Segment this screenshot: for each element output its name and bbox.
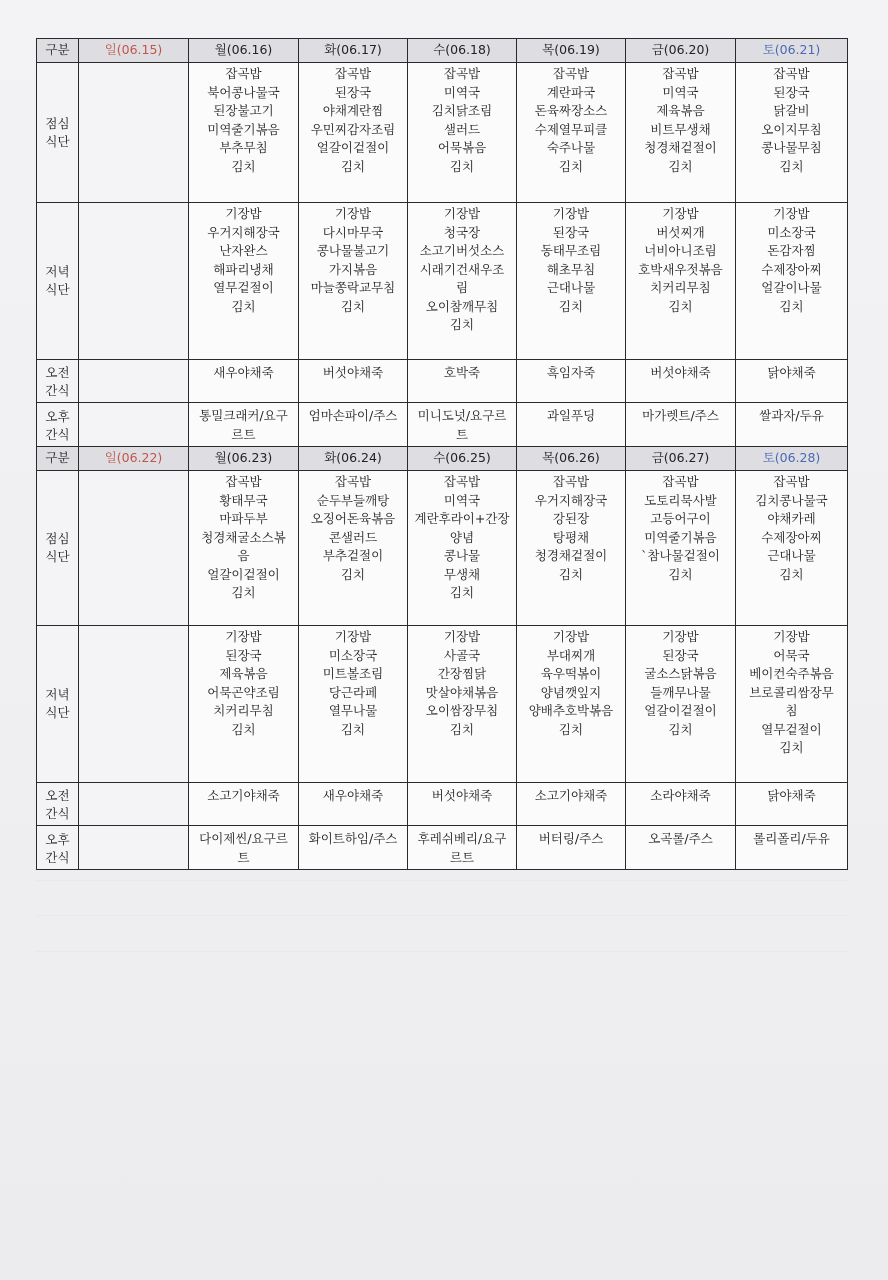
menu-item: 어묵곤약조림 (207, 684, 280, 700)
menu-item: 치커리무침 (213, 703, 274, 718)
menu-item: 김치 (231, 721, 256, 737)
menu-item: 닭야채죽 (767, 788, 816, 803)
menu-cell (736, 626, 848, 783)
menu-item: 부추겉절이 (322, 548, 384, 563)
day-header: 일(06.15) (79, 39, 189, 63)
menu-item: 황태무국 (219, 492, 268, 508)
row-label-text: 식단 (45, 133, 70, 149)
menu-item: 닭야채죽 (767, 365, 816, 380)
menu-item: 기장밥 (334, 629, 372, 644)
day-header: 화(06.24) (299, 447, 408, 471)
menu-item: 잡곡밥 (334, 66, 372, 81)
menu-item: 미소장국 (328, 647, 378, 663)
menu-cell (736, 783, 848, 826)
menu-item: 김치 (668, 721, 693, 737)
day-header: 토(06.28) (736, 447, 848, 471)
menu-item: 어묵볶음 (437, 140, 487, 155)
menu-item: 양념 (449, 529, 475, 545)
week2-dinner-row (37, 626, 848, 783)
menu-item: 미역국 (662, 84, 699, 100)
day-header: 목(06.19) (517, 39, 626, 63)
row-label-dinner (37, 203, 79, 360)
row-label-text: 점심 (45, 115, 70, 131)
row-label-text: 식단 (45, 549, 70, 564)
menu-item: 부추무침 (219, 140, 268, 155)
menu-item: 된장국 (552, 224, 590, 240)
day-header: 금(06.20) (626, 39, 736, 63)
menu-item: 화이트하임/주스 (308, 831, 398, 846)
row-label-dinner (37, 626, 79, 783)
menu-cell (408, 783, 517, 826)
menu-cell (408, 471, 517, 626)
menu-item: 강된장 (552, 511, 590, 526)
menu-item: 김치 (558, 158, 584, 174)
menu-cell (736, 360, 848, 403)
menu-item: 기장밥 (773, 206, 810, 221)
menu-item: 베이컨숙주볶음 (749, 666, 834, 681)
menu-item: 엄마손파이/주스 (308, 408, 398, 423)
menu-item: 버섯찌개 (656, 224, 705, 240)
menu-item: 호박죽 (443, 365, 481, 380)
menu-item: 김치 (449, 317, 475, 332)
row-label-snack_am (37, 783, 79, 826)
menu-cell (79, 626, 189, 783)
week1-lunch-row (37, 63, 848, 203)
menu-cell (79, 471, 189, 626)
menu-item: 마가렛트/주스 (642, 408, 719, 423)
menu-item: 트 (237, 849, 250, 865)
menu-cell (408, 826, 517, 870)
menu-cell (626, 826, 736, 870)
menu-cell (189, 63, 299, 203)
menu-item: 음 (237, 548, 250, 563)
row-label-text: 오전 (45, 788, 70, 803)
menu-cell (299, 63, 408, 203)
menu-cell (408, 63, 517, 203)
menu-cell (517, 360, 626, 403)
menu-item: 오곡롤/주스 (648, 831, 713, 846)
menu-cell (79, 203, 189, 360)
row-label-text: 간식 (45, 383, 70, 398)
menu-cell (79, 403, 189, 447)
menu-item: 기장밥 (662, 206, 699, 221)
row-label-text: 식단 (45, 705, 70, 720)
menu-item: 시래기건새우조 (419, 261, 505, 277)
menu-cell (626, 203, 736, 360)
menu-cell (517, 63, 626, 203)
menu-item: 사골국 (443, 647, 481, 663)
menu-item: 잡곡밥 (443, 66, 481, 81)
day-header: 수(06.18) (408, 39, 517, 63)
menu-item: 된장국 (334, 84, 372, 100)
menu-cell (626, 471, 736, 626)
menu-item: 흑임자죽 (546, 365, 596, 380)
menu-item: 버섯야채죽 (322, 365, 384, 380)
row-label-text: 저녁 (45, 687, 70, 702)
menu-item: 기장밥 (443, 206, 481, 221)
menu-item: 기장밥 (552, 206, 590, 221)
row-label-lunch (37, 63, 79, 203)
menu-item: 동태무조림 (540, 243, 602, 258)
menu-cell (299, 403, 408, 447)
menu-item: 르트 (231, 426, 256, 442)
menu-item: 르트 (449, 849, 475, 865)
menu-item: 콩나물불고기 (316, 243, 390, 258)
menu-item: 청경채굴소스볶 (201, 529, 286, 545)
menu-item: 다시마무국 (322, 224, 384, 240)
menu-item: 된장불고기 (213, 103, 274, 118)
menu-item: 치커리무침 (650, 280, 711, 295)
menu-item: 수제장아찌 (761, 529, 822, 545)
menu-item: 잡곡밥 (773, 474, 810, 489)
menu-item: 된장국 (662, 647, 699, 663)
menu-item: 침 (785, 703, 798, 718)
menu-item: 잡곡밥 (334, 474, 372, 489)
menu-item: 기장밥 (225, 629, 262, 644)
week1-header-row (37, 39, 848, 63)
menu-item: 소고기버섯소스 (419, 243, 505, 258)
row-label-text: 간식 (45, 426, 70, 442)
menu-item: 콩나물 (443, 548, 481, 563)
menu-item: 김치 (449, 585, 475, 600)
day-header: 월(06.16) (189, 39, 299, 63)
row-label-snack_am (37, 360, 79, 403)
menu-item: 육우떡볶이 (540, 666, 602, 681)
menu-item: 열무나물 (328, 703, 378, 718)
menu-item: 야채카레 (767, 511, 816, 526)
menu-item: 잡곡밥 (552, 66, 590, 81)
row-label-snack_pm (37, 826, 79, 870)
menu-item: 수제열무피클 (534, 121, 608, 137)
menu-item: 버섯야채죽 (431, 788, 493, 803)
menu-item: 다이제씬/요구르 (199, 831, 288, 846)
day-header: 목(06.26) (517, 447, 626, 471)
menu-item: 무생채 (443, 566, 481, 582)
menu-item: 마파두부 (219, 511, 268, 526)
menu-item: 된장국 (225, 647, 262, 663)
menu-cell (517, 203, 626, 360)
menu-cell (626, 403, 736, 447)
menu-item: 김치닭조림 (431, 103, 493, 118)
menu-item: 청경채겉절이 (534, 548, 608, 563)
menu-item: 기장밥 (334, 206, 372, 221)
menu-cell (189, 203, 299, 360)
menu-cell (517, 826, 626, 870)
menu-item: 오징어돈육볶음 (310, 511, 396, 526)
row-label-text: 오후 (45, 408, 70, 424)
menu-item: 얼갈이겉절이 (316, 140, 390, 155)
week1-snack_am-row (37, 360, 848, 403)
menu-item: 미역줄기볶음 (644, 529, 717, 545)
menu-cell (626, 63, 736, 203)
menu-item: 당근라페 (328, 684, 378, 700)
menu-item: 계란파국 (546, 84, 596, 100)
menu-item: 잡곡밥 (662, 66, 699, 81)
menu-item: 기장밥 (773, 629, 810, 644)
menu-item: 들깨무나물 (650, 684, 711, 700)
menu-item: 김치 (558, 566, 584, 582)
menu-item: 기장밥 (443, 629, 481, 644)
menu-item: 얼갈이겉절이 (207, 566, 280, 582)
menu-item: 쌀과자/두유 (759, 408, 824, 423)
row-label-text: 오전 (45, 365, 70, 380)
menu-cell (189, 826, 299, 870)
menu-item: 굴소스닭볶음 (644, 666, 717, 681)
menu-item: 돈감자찜 (767, 243, 816, 258)
menu-item: 통밀크래커/요구 (199, 408, 288, 423)
menu-cell (79, 360, 189, 403)
menu-item: 김치 (668, 298, 693, 314)
menu-item: 김치 (668, 566, 693, 582)
row-label-text: 식단 (45, 282, 70, 297)
row-label-text: 오후 (45, 831, 70, 847)
menu-item: 야채계란찜 (322, 103, 384, 118)
menu-cell (626, 626, 736, 783)
menu-cell (189, 360, 299, 403)
menu-cell (408, 203, 517, 360)
menu-item: 해파리냉채 (213, 261, 274, 277)
menu-item: 비트무생채 (650, 121, 711, 137)
menu-cell (299, 360, 408, 403)
menu-item: 콘샐러드 (328, 529, 378, 545)
menu-item: 얼갈이나물 (761, 280, 822, 295)
menu-cell (408, 626, 517, 783)
menu-item: 김치콩나물국 (755, 492, 828, 508)
menu-item: 김치 (779, 298, 804, 314)
menu-cell (79, 826, 189, 870)
row-label-lunch (37, 471, 79, 626)
menu-item: 열무겉절이 (761, 721, 822, 737)
menu-item: 소라야채죽 (650, 788, 711, 803)
menu-item: 김치 (340, 566, 366, 582)
menu-cell (517, 403, 626, 447)
row-label-text: 간식 (45, 849, 70, 865)
menu-item: 김치 (231, 158, 256, 174)
menu-item: 버섯야채죽 (650, 365, 711, 380)
menu-cell (299, 203, 408, 360)
menu-item: 수제장아찌 (761, 261, 822, 277)
menu-cell (299, 826, 408, 870)
menu-item: 과일푸딩 (546, 408, 596, 423)
menu-cell (517, 471, 626, 626)
menu-item: 김치 (558, 298, 584, 314)
menu-item: 근대나물 (546, 280, 596, 295)
menu-item: 김치 (779, 566, 804, 582)
menu-cell (189, 783, 299, 826)
menu-item: 어묵국 (773, 647, 810, 663)
menu-item: 청경채겉절이 (644, 140, 717, 155)
menu-item: 열무겉절이 (213, 280, 274, 295)
week2-snack_am-row (37, 783, 848, 826)
day-header: 화(06.17) (299, 39, 408, 63)
row-label-text: 저녁 (45, 264, 70, 279)
menu-item: 김치 (449, 158, 475, 174)
menu-item: `참나물겉절이 (641, 548, 720, 563)
menu-item: 숙주나물 (546, 140, 596, 155)
menu-item: 잡곡밥 (225, 474, 262, 489)
menu-item: 콩나물무침 (761, 140, 822, 155)
menu-item: 새우야채죽 (322, 788, 384, 803)
menu-item: 양배추호박볶음 (528, 703, 614, 718)
menu-cell (736, 826, 848, 870)
menu-cell (408, 403, 517, 447)
row-label-snack_pm (37, 403, 79, 447)
menu-item: 탕평채 (552, 529, 590, 545)
menu-cell (189, 626, 299, 783)
menu-cell (299, 626, 408, 783)
meal-schedule-table (36, 38, 848, 870)
menu-item: 닭갈비 (773, 103, 810, 118)
menu-item: 미역줄기볶음 (207, 121, 280, 137)
row-label-text: 간식 (45, 806, 70, 821)
menu-item: 우민찌감자조림 (310, 121, 396, 137)
menu-item: 순두부들깨탕 (316, 492, 390, 508)
menu-item: 트 (455, 426, 469, 442)
menu-item: 잡곡밥 (773, 66, 810, 81)
day-header: 일(06.22) (79, 447, 189, 471)
menu-item: 김치 (668, 158, 693, 174)
menu-item: 버터링/주스 (538, 831, 604, 846)
menu-item: 된장국 (773, 84, 810, 100)
menu-item: 브로콜리쌈장무 (749, 684, 834, 700)
menu-item: 제육볶음 (656, 103, 705, 118)
menu-item: 기장밥 (225, 206, 262, 221)
menu-item: 계란후라이+간장 (414, 511, 510, 526)
faint-bleedthrough-table (36, 880, 848, 952)
menu-item: 김치 (779, 158, 804, 174)
menu-item: 고등어구이 (650, 511, 711, 526)
menu-cell (79, 783, 189, 826)
menu-item: 롤리폴리/두유 (753, 831, 830, 846)
menu-item: 해초무침 (546, 261, 596, 277)
menu-item: 김치 (340, 298, 366, 314)
menu-item: 미니도넛/요구르 (417, 408, 507, 423)
menu-cell (626, 783, 736, 826)
week2-lunch-row (37, 471, 848, 626)
menu-item: 미역국 (443, 84, 481, 100)
menu-item: 소고기야채죽 (534, 788, 608, 803)
menu-cell (736, 203, 848, 360)
menu-item: 잡곡밥 (552, 474, 590, 489)
menu-item: 오이지무침 (761, 121, 822, 137)
row-label-text: 점심 (45, 531, 70, 546)
menu-item: 김치 (779, 740, 804, 755)
menu-cell (517, 783, 626, 826)
day-header: 토(06.21) (736, 39, 848, 63)
day-header: 금(06.27) (626, 447, 736, 471)
menu-item: 김치 (558, 721, 584, 737)
menu-item: 김치 (231, 298, 256, 314)
menu-item: 새우야채죽 (213, 365, 274, 380)
menu-item: 림 (455, 280, 469, 295)
menu-item: 마늘쫑락교무침 (310, 280, 396, 295)
week1-dinner-row (37, 203, 848, 360)
menu-item: 간장찜닭 (437, 666, 487, 681)
menu-item: 기장밥 (662, 629, 699, 644)
week2-header-row (37, 447, 848, 471)
menu-item: 샐러드 (443, 121, 481, 137)
menu-item: 얼갈이겉절이 (644, 703, 717, 718)
menu-item: 김치 (449, 721, 475, 737)
menu-item: 가지볶음 (328, 261, 378, 277)
menu-cell (299, 783, 408, 826)
menu-item: 북어콩나물국 (207, 84, 280, 100)
menu-item: 너비아니조림 (644, 243, 717, 258)
menu-item: 난자완스 (219, 243, 268, 258)
menu-item: 오이쌈장무침 (425, 703, 499, 718)
menu-item: 잡곡밥 (225, 66, 262, 81)
day-header: 수(06.25) (408, 447, 517, 471)
menu-cell (517, 626, 626, 783)
menu-cell (79, 63, 189, 203)
menu-item: 후레쉬베리/요구 (417, 831, 507, 846)
menu-item: 오이참깨무침 (425, 298, 499, 314)
menu-cell (189, 403, 299, 447)
week2-snack_pm-row (37, 826, 848, 870)
menu-item: 미트볼조림 (322, 666, 384, 681)
menu-cell (736, 403, 848, 447)
menu-item: 미소장국 (767, 224, 816, 240)
menu-item: 기장밥 (552, 629, 590, 644)
menu-item: 우거지해장국 (207, 224, 280, 240)
menu-item: 우거지해장국 (534, 492, 608, 508)
menu-item: 양념깻잎지 (540, 684, 602, 700)
menu-item: 미역국 (443, 492, 481, 508)
menu-item: 잡곡밥 (443, 474, 481, 489)
menu-cell (408, 360, 517, 403)
header-label: 구분 (37, 447, 79, 471)
menu-item: 김치 (340, 721, 366, 737)
menu-item: 부대찌개 (546, 647, 596, 663)
menu-item: 호박새우젓볶음 (638, 261, 723, 277)
menu-item: 김치 (231, 585, 256, 600)
menu-item: 근대나물 (767, 548, 816, 563)
week1-snack_pm-row (37, 403, 848, 447)
menu-item: 돈육짜장소스 (534, 103, 608, 118)
menu-cell (189, 471, 299, 626)
menu-cell (299, 471, 408, 626)
day-header: 월(06.23) (189, 447, 299, 471)
menu-item: 잡곡밥 (662, 474, 699, 489)
menu-item: 김치 (340, 158, 366, 174)
menu-item: 맛살야채볶음 (425, 684, 499, 700)
menu-cell (626, 360, 736, 403)
menu-item: 도토리묵사발 (644, 492, 717, 508)
header-label: 구분 (37, 39, 79, 63)
menu-cell (736, 471, 848, 626)
menu-item: 청국장 (443, 224, 481, 240)
menu-cell (736, 63, 848, 203)
menu-item: 제육볶음 (219, 666, 268, 681)
menu-item: 소고기야채죽 (207, 788, 280, 803)
